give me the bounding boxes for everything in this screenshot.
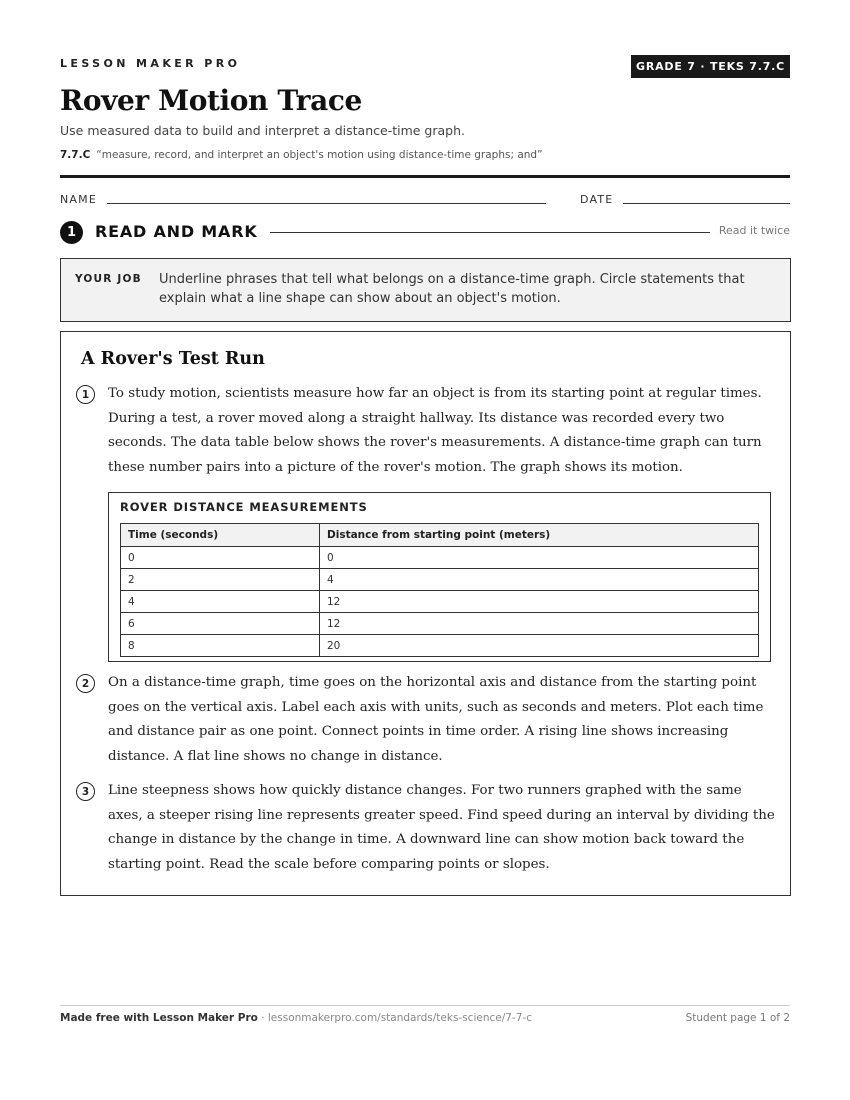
table-cell: 8 (121, 635, 320, 657)
table-row (121, 591, 759, 613)
paragraph-number: 2 (76, 674, 95, 693)
table-cell: 12 (320, 591, 759, 613)
table-title: ROVER DISTANCE MEASUREMENTS (120, 500, 368, 514)
page-subtitle: Use measured data to build and interpret a distance-time graph. (60, 123, 465, 138)
paragraph-number: 1 (76, 385, 95, 404)
paragraph-text: Line steepness shows how quickly distance changes. For two runners graphed with the same axes, a steeper rising line represents greater speed. Find speed during an interval by dividing the change in distance by the change in time. A downward line can show motion back toward the starting point. Read the scale before comparing points or slopes. (108, 783, 775, 872)
section-title: READ AND MARK (95, 222, 258, 241)
paragraph-number: 3 (76, 782, 95, 801)
job-box (60, 258, 791, 322)
table-cell: 20 (320, 635, 759, 657)
footer-divider (60, 1005, 790, 1006)
job-text: Underline phrases that tell what belongs on a distance-time graph. Circle statements that explain what a line shape can show about an object's motion. (159, 272, 745, 306)
footer-credit (60, 1012, 532, 1024)
grade-badge: GRADE 7 · TEKS 7.7.C (631, 55, 790, 78)
table-cell: 6 (121, 613, 320, 635)
date-label: DATE (580, 193, 614, 206)
standard-line (60, 149, 543, 161)
standard-text: “measure, record, and interpret an object's motion using distance-time graphs; and” (96, 149, 543, 161)
table-row (121, 569, 759, 591)
table-cell: 4 (320, 569, 759, 591)
table-cell: 12 (320, 613, 759, 635)
footer-separator: · (257, 1012, 268, 1024)
table-cell: 0 (121, 547, 320, 569)
name-field-line[interactable] (107, 203, 546, 204)
table-header-row (121, 524, 759, 547)
section-note: Read it twice (718, 224, 790, 237)
footer-url[interactable]: lessonmakerpro.com/standards/teks-science/7-7-c (267, 1012, 532, 1024)
section-number-badge: 1 (60, 221, 83, 244)
header-divider (60, 175, 790, 178)
column-header: Time (seconds) (121, 524, 320, 547)
standard-code: 7.7.C (60, 149, 91, 161)
brand-wordmark: LESSON MAKER PRO (60, 57, 241, 70)
table-row (121, 635, 759, 657)
job-label: YOUR JOB (75, 273, 142, 285)
table-row (121, 613, 759, 635)
table-cell: 2 (121, 569, 320, 591)
table-cell: 0 (320, 547, 759, 569)
reading-title: A Rover's Test Run (81, 349, 265, 369)
section-divider (270, 232, 710, 233)
date-field-line[interactable] (623, 203, 790, 204)
column-header: Distance from starting point (meters) (320, 524, 759, 547)
footer-made-with: Made free with Lesson Maker Pro (60, 1012, 258, 1024)
paragraph-text: To study motion, scientists measure how far an object is from its starting point at regular times. During a test, a rover moved along a straight hallway. Its distance was recorded every two seconds. The data table below shows the rover's measurements. A distance-time graph can turn these number pairs into a picture of the rover's motion. The graph shows its motion. (108, 386, 762, 475)
data-table-box (108, 492, 771, 662)
reading-passage (60, 331, 791, 896)
name-label: NAME (60, 193, 97, 206)
page-indicator: Student page 1 of 2 (685, 1012, 790, 1024)
table-row (121, 547, 759, 569)
paragraph-text: On a distance-time graph, time goes on the horizontal axis and distance from the starting point goes on the vertical axis. Label each axis with units, such as seconds and meters. Plot each time and distance pair as one point. Connect points in time order. A rising line shows increasing distance. A flat line shows no change in distance. (108, 675, 764, 764)
data-table (120, 523, 759, 657)
table-cell: 4 (121, 591, 320, 613)
page-title: Rover Motion Trace (60, 84, 362, 117)
